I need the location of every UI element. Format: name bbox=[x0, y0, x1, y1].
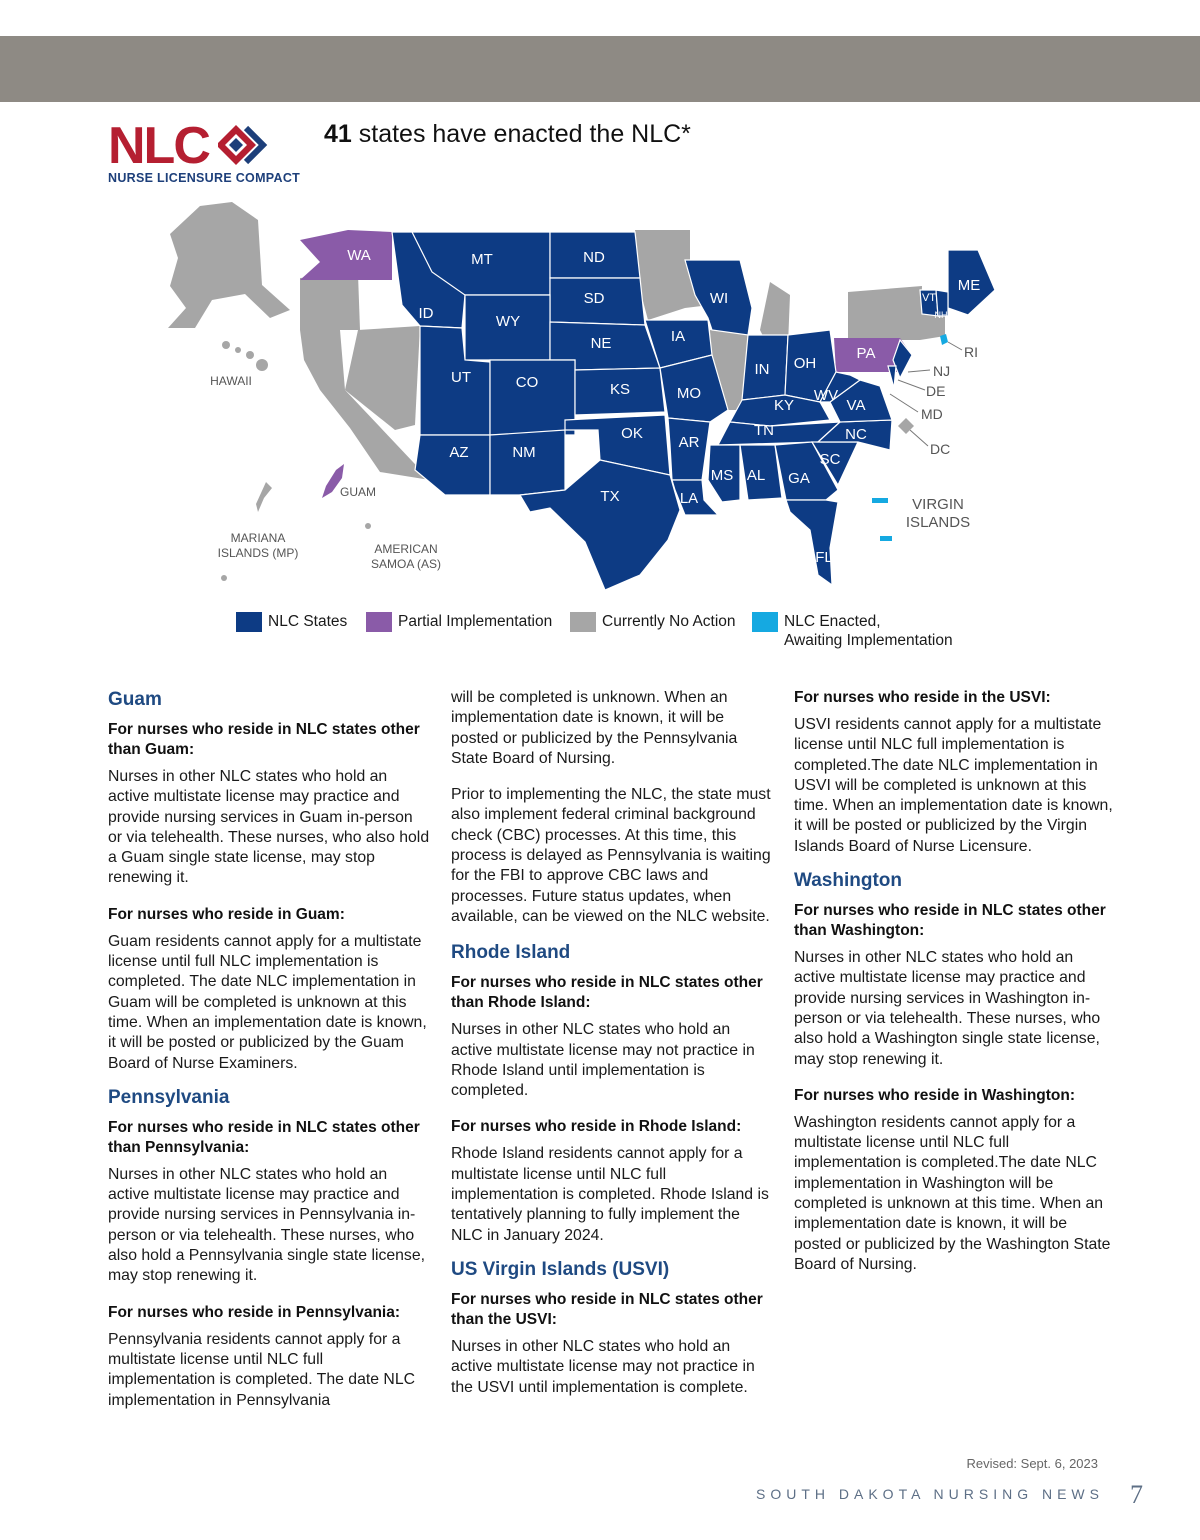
paragraph: USVI residents cannot apply for a multistate license until NLC full implementation is completed.The date NLC implementation in USVI will be completed is unknown at this time. When an implementation date is known, it will be posted or publicized by the Virgin Islands Board of Nurse Licensure. bbox=[794, 716, 1113, 855]
column-2 bbox=[451, 688, 773, 1414]
state-label: AL bbox=[746, 467, 766, 484]
state-label: OK bbox=[621, 425, 643, 442]
paragraph: Nurses in other NLC states who hold an active multistate license may not practice in the USVI until implementation is complete. bbox=[451, 1337, 755, 1396]
headline-count: 41 bbox=[324, 120, 352, 148]
state-label: NM bbox=[512, 444, 536, 461]
state-label: NE bbox=[590, 335, 612, 352]
state-label: UT bbox=[451, 369, 471, 386]
territory-label: HAWAII bbox=[210, 374, 252, 388]
state-label: GA bbox=[788, 470, 810, 487]
callout-label: NJ bbox=[933, 363, 951, 379]
subheading: For nurses who reside in NLC states other than Guam: bbox=[108, 721, 420, 758]
subheading: For nurses who reside in NLC states other than Washington: bbox=[794, 902, 1106, 940]
legend-swatch bbox=[236, 612, 262, 632]
subheading: For nurses who reside in NLC states other than Rhode Island: bbox=[451, 974, 763, 1012]
state-label: SD bbox=[583, 290, 605, 307]
logo-diamond-icon bbox=[218, 122, 268, 168]
virgin-islands-shape bbox=[872, 498, 892, 541]
column-1 bbox=[108, 688, 430, 1427]
paragraph: Rhode Island residents cannot apply for a multistate license until NLC full implementation is completed. Rhode Island is tentatively planning to fully implement the NLC in January 2024. bbox=[451, 1145, 769, 1244]
paragraph: Nurses in other NLC states who hold an active multistate license may practice and provide nursing services in Pennsylvania in-person or via telehealth. These nurses, who also hold a Pennsylvania single state license, may stop renewing it. bbox=[108, 1165, 426, 1285]
callout-label: RI bbox=[964, 344, 978, 360]
alaska-shape bbox=[168, 202, 290, 328]
territory-label: VIRGIN bbox=[912, 496, 964, 513]
subheading: For nurses who reside in NLC states other than the USVI: bbox=[451, 1290, 763, 1328]
territory-label: AMERICAN bbox=[374, 542, 438, 556]
state-label: WI bbox=[709, 290, 729, 307]
state-label: MS bbox=[710, 467, 734, 484]
revised-date: Revised: Sept. 6, 2023 bbox=[966, 1456, 1098, 1471]
state-label: WV bbox=[813, 387, 839, 404]
state-label: ND bbox=[583, 249, 605, 266]
section-heading-usvi: US Virgin Islands (USVI) bbox=[451, 1258, 670, 1280]
state-label: OH bbox=[793, 355, 817, 372]
state-label: WY bbox=[495, 313, 521, 330]
state-label: MO bbox=[676, 385, 702, 402]
state-label: LA bbox=[679, 490, 699, 507]
headline-text: states have enacted the NLC* bbox=[351, 120, 691, 148]
legend-swatch bbox=[570, 612, 596, 632]
legend-label: NLC States bbox=[268, 613, 348, 630]
territory-label: ISLANDS (MP) bbox=[217, 546, 299, 560]
state-label: VA bbox=[846, 397, 866, 414]
territory-label: SAMOA (AS) bbox=[370, 557, 442, 571]
state-label: MT bbox=[471, 251, 493, 268]
subheading: For nurses who reside in Guam: bbox=[108, 905, 345, 923]
state-label: IN bbox=[754, 361, 770, 378]
nlc-logo bbox=[108, 118, 308, 188]
legend-label: Partial Implementation bbox=[398, 613, 553, 630]
territory-label: ISLANDS bbox=[905, 514, 971, 531]
state-label: TN bbox=[754, 422, 774, 439]
logo-subtitle: NURSE LICENSURE COMPACT bbox=[108, 171, 301, 185]
legend-label-line2: Awaiting Implementation bbox=[784, 632, 953, 649]
paragraph: Nurses in other NLC states who hold an active multistate license may not practice in Rhode Island until implementation is completed. bbox=[451, 1021, 755, 1100]
state-label: SC bbox=[819, 451, 841, 468]
logo-letters: NLC bbox=[108, 117, 209, 175]
samoa-shape bbox=[365, 523, 371, 529]
column-3 bbox=[794, 688, 1116, 1291]
state-label: ME bbox=[957, 277, 981, 294]
state-label: AZ bbox=[449, 444, 469, 461]
legend-swatch bbox=[366, 612, 392, 632]
state-label: KS bbox=[609, 381, 631, 398]
paragraph: Nurses in other NLC states who hold an active multistate license may practice and provide nursing services in Washington in-person or via telehealth. These nurses, who also hold a Washington single state license, may stop renewing it. bbox=[794, 949, 1101, 1068]
state-label: ID bbox=[418, 305, 434, 322]
section-heading-pennsylvania: Pennsylvania bbox=[108, 1086, 230, 1108]
state-label: NC bbox=[845, 426, 867, 443]
nlc-states bbox=[392, 232, 995, 590]
paragraph: Prior to implementing the NLC, the state must also implement federal criminal background check (CBC) processes. At this time, this process is delayed as Pennsylvania is waiting for the FBI to approve CBC laws and processes. Future status updates, when available, can be viewed on the NLC website. bbox=[451, 786, 771, 925]
publication-name: SOUTH DAKOTA NURSING NEWS bbox=[756, 1486, 1104, 1502]
callout-label: MD bbox=[921, 406, 943, 422]
legend-label: NLC Enacted, bbox=[784, 613, 881, 630]
callout-label: DE bbox=[926, 383, 946, 399]
state-label: NH bbox=[934, 310, 948, 320]
section-heading-rhode-island: Rhode Island bbox=[451, 942, 571, 964]
territory-label: MARIANA bbox=[230, 531, 286, 545]
subheading: For nurses who reside in Rhode Island: bbox=[451, 1118, 742, 1136]
territory-label: GUAM bbox=[340, 485, 376, 499]
subheading: For nurses who reside in NLC states other than Pennsylvania: bbox=[108, 1118, 420, 1156]
page-title bbox=[324, 120, 691, 149]
state-label: TX bbox=[600, 488, 620, 505]
state-label: CO bbox=[515, 374, 539, 391]
section-heading-guam: Guam bbox=[108, 689, 162, 710]
hawaii-shape bbox=[222, 341, 268, 371]
paragraph: will be completed is unknown. When an implementation date is known, it will be posted or publicized by the Pennsylvania State Board of Nursing. bbox=[451, 689, 738, 767]
map-legend bbox=[236, 612, 996, 656]
subheading: For nurses who reside in Pennsylvania: bbox=[108, 1303, 401, 1321]
paragraph: Nurses in other NLC states who hold an active multistate license may practice and provide nursing services in Guam in-person or via telehealth. These nurses, who also hold a Guam single state license, may stop renewing it. bbox=[108, 768, 430, 887]
legend-swatch bbox=[752, 612, 778, 632]
paragraph: Pennsylvania residents cannot apply for a multistate license until NLC full implementation is completed. The date NLC implementation in Pennsylvania bbox=[108, 1330, 416, 1409]
state-label: WA bbox=[347, 247, 371, 264]
state-label: VT bbox=[921, 292, 937, 304]
legend-item-partial bbox=[366, 612, 552, 632]
callout-label: DC bbox=[930, 441, 951, 457]
nlc-status-map bbox=[0, 190, 1200, 610]
state-label: FL bbox=[815, 549, 833, 566]
legend-item-nlc bbox=[236, 612, 347, 632]
rhode-island-shape bbox=[940, 334, 948, 345]
subheading: For nurses who reside in Washington: bbox=[794, 1086, 1076, 1104]
state-label: IA bbox=[670, 328, 686, 345]
state-label: PA bbox=[856, 345, 876, 362]
subheading: For nurses who reside in the USVI: bbox=[794, 689, 1051, 706]
legend-item-no-action bbox=[570, 612, 736, 632]
page-number: 7 bbox=[1130, 1480, 1143, 1509]
paragraph: Guam residents cannot apply for a multistate license until full NLC implementation is completed. The date NLC implementation in Guam will be completed is unknown at this time. When an implementation date is known, it will be posted or publicized by the Guam Board of Nurse Examiners. bbox=[108, 932, 427, 1072]
state-label: AR bbox=[678, 434, 700, 451]
paragraph: Washington residents cannot apply for a multistate license until NLC full implementation is completed.The date NLC implementation in Washington will be completed is unknown at this time. When an implementation date is known, it will be posted or publicized by the Washington State Board of Nursing. bbox=[794, 1113, 1111, 1273]
legend-item-awaiting bbox=[752, 612, 953, 650]
section-heading-washington: Washington bbox=[794, 870, 902, 892]
header-band bbox=[0, 36, 1200, 102]
state-label: KY bbox=[773, 397, 795, 414]
legend-label: Currently No Action bbox=[602, 613, 736, 630]
